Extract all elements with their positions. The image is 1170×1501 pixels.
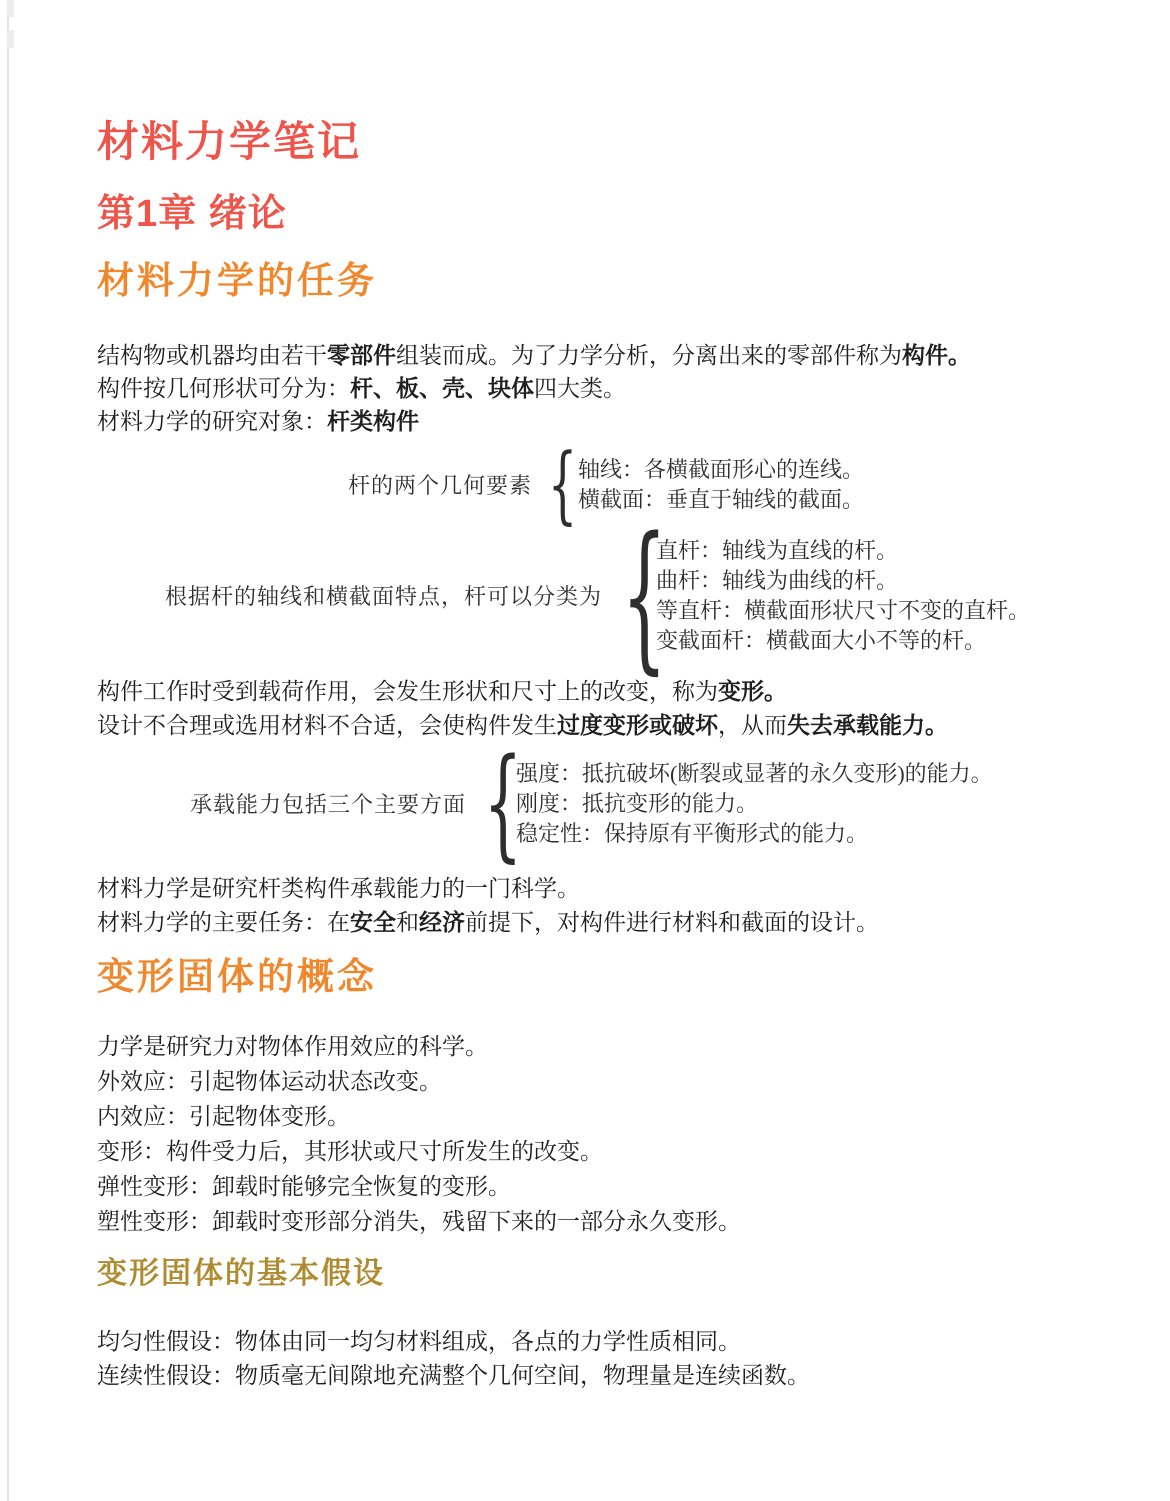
- bold-text-run: 杆类构件: [327, 408, 419, 434]
- paragraph-deform: [97, 674, 1130, 742]
- page-edge-mark: [7, 30, 14, 48]
- brace-group-item: 横截面：垂直于轴线的截面。: [578, 486, 865, 512]
- bold-text-run: 过度变形或破坏: [557, 712, 718, 739]
- paragraph-summary: [97, 871, 1130, 939]
- paragraph-line: 弹性变形：卸载时能够完全恢复的变形。: [97, 1173, 511, 1200]
- brace-group-items: [656, 536, 1030, 656]
- text-run: 前提下，对构件进行材料和截面的设计。: [465, 909, 879, 936]
- paragraph-line: [97, 708, 1130, 742]
- section-heading-solid-concept: 变形固体的概念: [97, 956, 377, 998]
- paragraph-assumptions: [97, 1324, 1130, 1392]
- bold-text-run: 构件。: [902, 342, 971, 368]
- brace-group-rod-types: [165, 501, 1130, 689]
- paragraph-line: 外效应：引起物体运动状态改变。: [97, 1068, 442, 1095]
- paragraph-line: 变形：构件受力后，其形状或尺寸所发生的改变。: [97, 1138, 603, 1165]
- text-run: 材料力学的研究对象：: [97, 408, 327, 434]
- subsection-heading-assumptions: 变形固体的基本假设: [97, 1257, 385, 1291]
- paragraph-line: 连续性假设：物质毫无间隙地充满整个几何空间，物理量是连续函数。: [97, 1362, 810, 1389]
- paragraph-line: [97, 405, 1130, 438]
- bold-text-run: 变形。: [718, 678, 787, 705]
- brace-group-geometry: [348, 435, 1130, 533]
- brace-group-item: 刚度：抵抗变形的能力。: [516, 790, 759, 816]
- brace-group-label: 承载能力包括三个主要方面: [190, 792, 467, 818]
- bold-text-run: 安全: [350, 909, 396, 936]
- brace-group-item: 强度：抵抗破坏(断裂或显著的永久变形)的能力。: [516, 760, 993, 786]
- text-run: 构件按几何形状可分为：: [97, 375, 350, 401]
- paragraph-line: [97, 674, 1130, 708]
- bold-text-run: 经济: [419, 909, 465, 936]
- paragraph-line: [97, 905, 1130, 939]
- document-title: 材料力学笔记: [97, 118, 362, 165]
- page-edge-line: [7, 0, 9, 1501]
- paragraph-line: 力学是研究力对物体作用效应的科学。: [97, 1033, 488, 1060]
- brace-group-item: 变截面杆：横截面大小不等的杆。: [656, 627, 987, 653]
- brace-group-item: 轴线：各横截面形心的连线。: [578, 456, 865, 482]
- brace-group-item: 等直杆：横截面形状尺寸不变的直杆。: [656, 597, 1031, 623]
- chapter-heading: 第1章 绪论: [97, 193, 287, 235]
- paragraph-line: [97, 372, 1130, 405]
- text-run: 设计不合理或选用材料不合适，会使构件发生: [97, 712, 557, 739]
- curly-brace-icon: {: [621, 501, 668, 689]
- brace-group-item: 稳定性：保持原有平衡形式的能力。: [516, 820, 869, 846]
- section-heading-task: 材料力学的任务: [97, 260, 377, 301]
- paragraph-solid-concept: [97, 1029, 1130, 1239]
- brace-group-capacity: [190, 732, 1130, 875]
- bold-text-run: 零部件: [327, 342, 396, 368]
- page-edge-mark: [7, 0, 14, 17]
- brace-group-label: 根据杆的轴线和横截面特点，杆可以分类为: [165, 584, 603, 610]
- paragraph-line: [97, 339, 1130, 372]
- text-run: 四大类。: [534, 375, 626, 401]
- text-run: 组装而成。为了力学分析，分离出来的零部件称为: [396, 342, 902, 368]
- paragraph-intro: [97, 339, 1130, 438]
- curly-brace-icon: {: [483, 732, 523, 875]
- brace-group-item: 直杆：轴线为直线的杆。: [656, 537, 899, 563]
- document-content: [97, 0, 1130, 1392]
- paragraph-line: [97, 871, 1130, 905]
- text-run: 和: [396, 909, 419, 936]
- text-run: 构件工作时受到载荷作用，会发生形状和尺寸上的改变，称为: [97, 678, 718, 705]
- brace-group-items: [516, 759, 993, 849]
- text-run: 结构物或机器均由若干: [97, 342, 327, 368]
- bold-text-run: 失去承载能力。: [787, 712, 948, 739]
- bold-text-run: 杆、板、壳、块体: [350, 375, 534, 401]
- brace-group-item: 曲杆：轴线为曲线的杆。: [656, 567, 899, 593]
- text-run: 材料力学的主要任务：在: [97, 909, 350, 936]
- text-run: 材料力学是研究杆类构件承载能力的一门科学。: [97, 875, 580, 902]
- text-run: ，从而: [718, 712, 787, 739]
- curly-brace-icon: {: [547, 435, 578, 533]
- paragraph-line: 内效应：引起物体变形。: [97, 1103, 350, 1130]
- brace-group-label: 杆的两个几何要素: [348, 473, 533, 499]
- paragraph-line: 塑性变形：卸载时变形部分消失，残留下来的一部分永久变形。: [97, 1208, 741, 1235]
- paragraph-line: 均匀性假设：物体由同一均匀材料组成，各点的力学性质相同。: [97, 1328, 741, 1355]
